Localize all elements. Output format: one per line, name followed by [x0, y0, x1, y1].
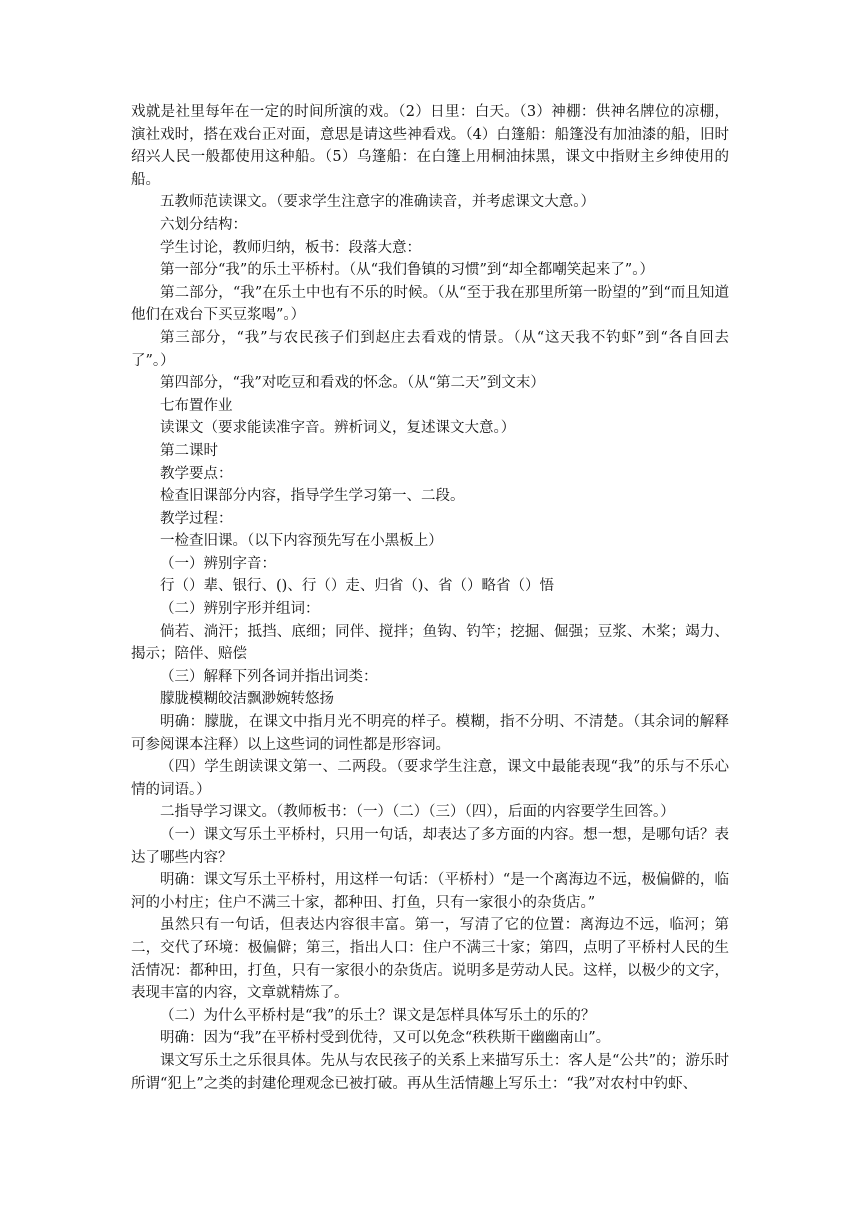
paragraph: 学生讨论，教师归纳，板书：段落大意：	[160, 239, 421, 256]
paragraph: 第一部分“我”的乐土平桥村。（从“我们鲁镇的习惯”到“却全都嘲笑起来了”。）	[160, 262, 654, 279]
paragraph: 七布置作业	[160, 397, 233, 414]
paragraph: 明确：课文写乐土平桥村，用这样一句话：（平桥村）“是一个离海边不远，极偏僻的，临河的小村庄；住户不满三十家，都种田、打鱼，只有一家很小的杂货店。”	[131, 872, 729, 911]
paragraph: 第三部分，“我”与农民孩子们到赵庄去看戏的情景。（从“这天我不钓虾”到“各自回去了”。）	[131, 329, 729, 369]
paragraph: （二）为什么平桥村是“我”的乐土？课文是怎样具体写乐土的乐的？	[160, 1007, 596, 1024]
paragraph: 课文写乐土之乐很具体。先从与农民孩子的关系上来描写乐土：客人是“公共”的；游乐时所谓“犯上”之类的封建伦理观念已被打破。再从生活情趣上写乐土：“我”对农村中钓虾、	[131, 1052, 729, 1092]
paragraph: （一）辨别字音：	[160, 555, 276, 572]
paragraph: 教学过程：	[160, 510, 233, 527]
paragraph: （四）学生朗读课文第一、二两段。（要求学生注意，课文中最能表现“我”的乐与不乐心情的词语。）	[131, 759, 729, 798]
paragraph: 明确：因为“我”在平桥村受到优待，又可以免念“秩秩斯干幽幽南山”。	[160, 1030, 611, 1047]
paragraph: 第二课时	[160, 442, 218, 459]
paragraph: 教学要点：	[160, 465, 233, 482]
paragraph: 朦胧模糊皎洁飘渺婉转悠扬	[160, 691, 334, 708]
paragraph: 二指导学习课文。（教师板书：（一）（二）（三）（四），后面的内容要学生回答。）	[160, 804, 675, 821]
paragraph: （二）辨别字形并组词：	[160, 601, 320, 618]
paragraph: 戏就是社里每年在一定的时间所演的戏。（2）日里：白天。（3）神棚：供神名牌位的凉棚，演社戏时，搭在戏台正对面，意思是请这些神看戏。（4）白篷船：船篷没有加油漆的船，旧时绍兴人民一般都使用这种船。（5）乌篷船：在白篷上用桐油抹黑，课文中指财主乡绅使用的船。	[131, 104, 729, 188]
paragraph: 倘若、淌汗；抵挡、底细；同伴、搅拌；鱼钩、钓竿；挖掘、倔强；豆浆、木桨；竭力、揭示；陪伴、赔偿	[131, 623, 729, 663]
paragraph: 第二部分，“我”在乐土中也有不乐的时候。（从“至于我在那里所第一盼望的”到“而且知道他们在戏台下买豆浆喝”。）	[131, 284, 729, 324]
paragraph: 行（）辈、银行、()、行（）走、归省（)、省（）略省（）悟	[160, 578, 554, 595]
paragraph: 检查旧课部分内容，指导学生学习第一、二段。	[160, 488, 465, 505]
paragraph: 第四部分，“我”对吃豆和看戏的怀念。（从“第二天”到文末）	[160, 375, 545, 392]
paragraph: 一检查旧课。（以下内容预先写在小黑板上）	[160, 533, 443, 550]
paragraph: 六划分结构：	[160, 216, 247, 233]
paragraph: 虽然只有一句话，但表达内容很丰富。第一，写清了它的位置：离海边不远，临河；第二，交代了环境：极偏僻；第三，指出人口：住户不满三十家；第四，点明了平桥村人民的生活情况：都种田，打鱼，只有一家很小的杂货店。说明多是劳动人民。这样，以极少的文字，表现丰富的内容，文章就精炼了。	[131, 917, 729, 1002]
paragraph: 明确：朦胧，在课文中指月光不明亮的样子。模糊，指不分明、不清楚。（其余词的解释可参阅课本注释）以上这些词的词性都是形容词。	[131, 714, 729, 753]
paragraph: 读课文（要求能读准字音。辨析词义，复述课文大意。）	[160, 420, 516, 437]
paragraph: 五教师范读课文。（要求学生注意字的准确读音，并考虑课文大意。）	[160, 194, 595, 211]
paragraph: （一）课文写乐土平桥村，只用一句话，却表达了多方面的内容。想一想，是哪句话？表达了哪些内容？	[131, 827, 729, 866]
paragraph: （三）解释下列各词并指出词类：	[160, 668, 378, 685]
document-page	[131, 101, 729, 1095]
